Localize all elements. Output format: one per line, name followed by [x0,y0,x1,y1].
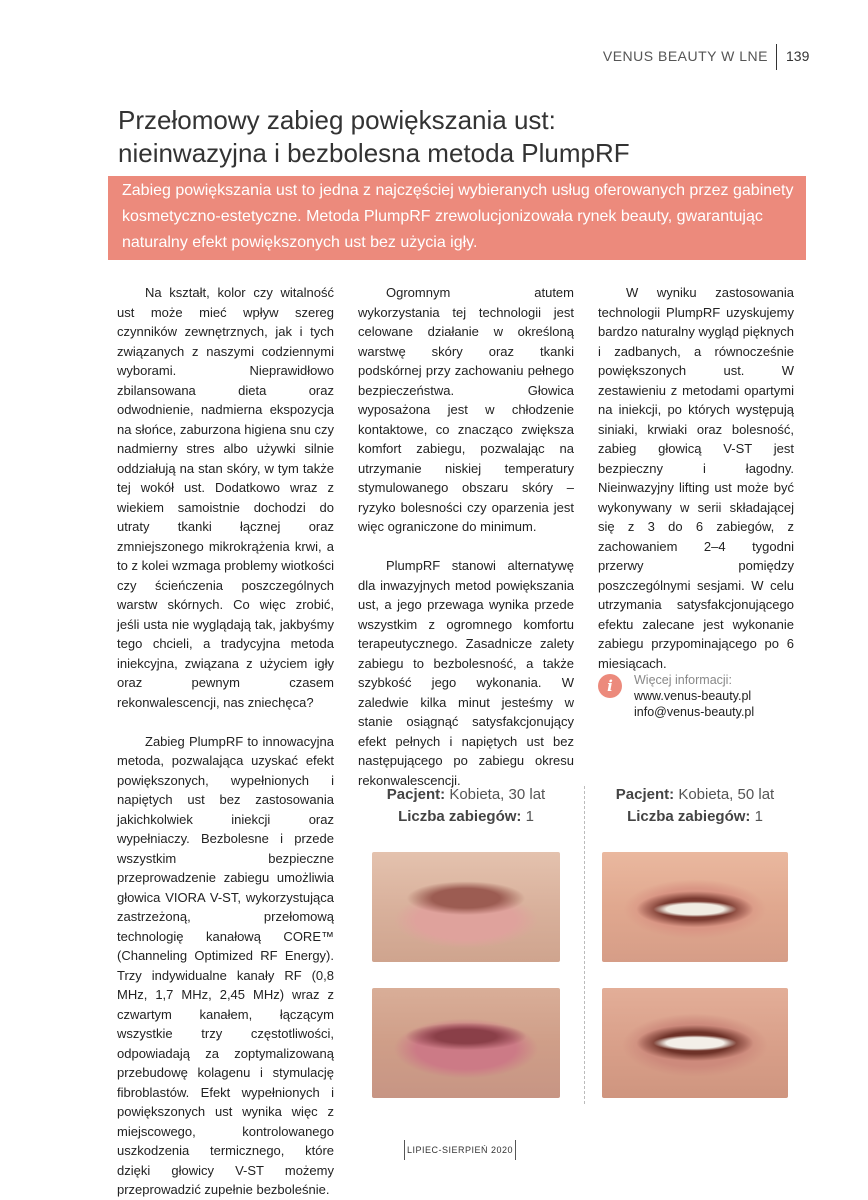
patient-caption-right [602,784,788,828]
article-title-line-2: nieinwazyjna i bezbolesna metoda PlumpRF [118,138,630,168]
lips-before-photo-50 [602,852,788,962]
page-number: 139 [786,48,810,64]
treatment-count-value: 1 [525,808,534,825]
treatment-count-label: Liczba zabiegów: [398,808,522,825]
website-link[interactable]: www.venus-beauty.pl [634,689,752,703]
lips-after-photo-50 [602,988,788,1098]
header-rule [776,44,777,70]
email-link[interactable]: info@venus-beauty.pl [634,705,755,719]
lips-before-photo-30 [372,852,560,962]
text-column-2 [358,283,574,790]
paragraph: Na kształt, kolor czy witalność ust może mieć wpływ szereg czynników zewnętrznych, jak i tych związanych z naszymi codziennymi wyborami. Nieprawidłowo zbilansowana dieta oraz odwodnienie, nadmierna ekspozycja na słońce, zaburzona higiena snu czy nadmierny stres albo używki silnie oddziałują na stan skóry, w tym także tej wokół ust. Dodatkowo wraz z wiekiem samoistnie dochodzi do utraty tkanki łącznej oraz zmniejszonego mikrokrążenia krwi, a to z kolei wzmaga problemy wiotkości czy ścieńczenia poszczególnych warstw skórnych. Co więc zrobić, jeśli usta nie wyglądają tak, jakbyśmy tego chcieli, a tradycyjna metoda iniekcyjna, związana z użyciem igły oraz pewnym czasem rekonwalescencji, nas zniechęca? [117,285,334,710]
paragraph: PlumpRF stanowi alternatywę dla inwazyjnych metod powiększania ust, a jego przewaga wynika przede wszystkim z ogromnego komfortu terapeutycznego. Zasadnicze zalety zabiegu to bezbolesność, a także szybkość jego wykonania. W zaledwie kilka minut jesteśmy w stanie osiągnąć satysfakcjonujący efekt pełnych i napiętych ust bez następującego po zabiegu okresu rekonwalescencji. [358,558,574,788]
footer-issue: LIPIEC-SIERPIEŃ 2020 [404,1140,516,1160]
patient-label: Pacjent: [615,786,675,803]
paragraph: Ogromnym atutem wykorzystania tej technologii jest celowane działanie w określoną warstwę skóry oraz tkanki podskórnej przy zachowaniu pełnego bezpieczeństwa. Głowica wyposażona jest w chłodzenie kontaktowe, co znacząco zwiększa komfort zabiegu, pozwalając na utrzymanie niskiej temperatury stymulowanego obszaru skóry – ryzyko bolesności czy oparzenia jest więc ograniczone do minimum. [358,285,574,534]
patient-label: Pacjent: [386,786,446,803]
lead-paragraph: Zabieg powiększania ust to jedna z najczęściej wybieranych usług oferowanych przez gabinety kosmetyczno-estetyczne. Metoda PlumpRF zrewolucjonizowała rynek beauty, gwarantując naturalny efekt powiększonych ust bez użycia igły. [108,176,806,260]
text-column-3 [598,283,794,673]
info-text [634,672,754,720]
treatment-count-value: 1 [754,808,763,825]
article-title [118,104,798,170]
text-column-1 [117,283,334,1200]
patient-caption-left [372,784,560,828]
column-divider [584,786,585,1104]
info-label: Więcej informacji: [634,673,732,687]
patient-value: Kobieta, 30 lat [449,786,546,803]
running-head: VENUS BEAUTY W LNE [602,48,768,64]
info-icon: i [598,674,622,698]
treatment-count-label: Liczba zabiegów: [627,808,751,825]
lips-after-photo-30 [372,988,560,1098]
paragraph: Zabieg PlumpRF to innowacyjna metoda, pozwalająca uzyskać efekt powiększonych, wypełnionych i napiętych ust bez zastosowania jakichkolwiek iniekcji oraz wypełniaczy. Bezbolesne i przede wszystkim bezpieczne przeprowadzenie zabiegu umożliwia głowica VIORA V-ST, wykorzystująca zastrzeżoną, przełomową technologię kanałową CORE™ (Channeling Optimized RF Energy). Trzy indywidualne kanały RF (0,8 MHz, 1,7 MHz, 2,45 MHz) wraz z czwartym kanałem, łączącym wszystkie trzy częstotliwości, odpowiadają za zoptymalizowaną przebudowę kolagenu i stymulację fibroblastów. Efekt wypełnionych i powiększonych ust wynika więc z miejscowego, kontrolowanego uszkodzenia termicznego, które dzięki głowicy V-ST możemy przeprowadzić zupełnie bezboleśnie. [117,733,334,1197]
paragraph: W wyniku zastosowania technologii PlumpRF uzyskujemy bardzo naturalny wygląd pięknych i zadbanych, a równocześnie powiększonych ust. W zestawieniu z metodami opartymi na iniekcji, po których występują siniaki, krwiaki oraz bolesność, zabieg głowicą V-ST jest bezpieczny i łagodny. Nieinwazyjny lifting ust może być wykonywany w serii składającej się z 3 do 6 zabiegów, z zachowaniem 2–4 tygodni przerwy pomiędzy poszczególnymi sesjami. W celu utrzymania satysfakcjonującego efektu zalecane jest wykonanie zabiegu przypominającego po 6 miesiącach. [598,285,794,671]
patient-value: Kobieta, 50 lat [678,786,775,803]
article-title-line-1: Przełomowy zabieg powiększania ust: [118,105,556,135]
